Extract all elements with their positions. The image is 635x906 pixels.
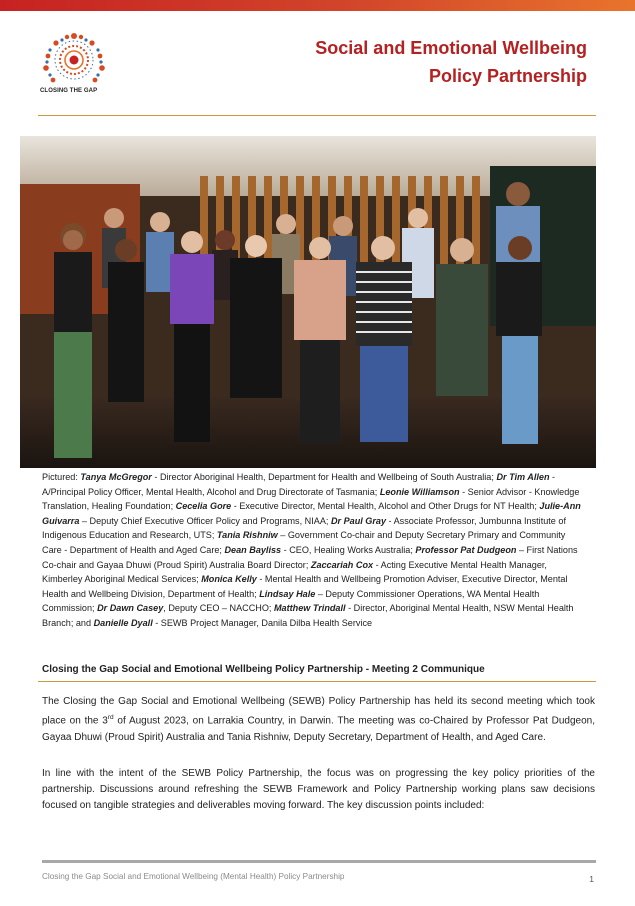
caption-person-name: Dr Tim Allen bbox=[496, 472, 550, 482]
paragraph-1-superscript: rd bbox=[107, 714, 114, 722]
caption-role-text: - SEWB Project Manager, Danila Dilba Health Service bbox=[152, 617, 373, 628]
caption-role-text: - Associate Professor, Jumbunna Institute of Indigenous Education and Research, UTS; bbox=[42, 515, 566, 541]
caption-role-text: – Deputy Commissioner Operations, WA Mental Health Commission; bbox=[42, 588, 540, 614]
top-accent-bar bbox=[0, 0, 635, 11]
caption-role-text: - Director, Aboriginal Mental Health, NSW Mental Health Branch; and bbox=[42, 603, 574, 628]
caption-role-text: - CEO, Healing Works Australia; bbox=[281, 544, 416, 555]
paragraph-1-text-b: of August 2023, on Larrakia Country, in Darwin. The meeting was co-Chaired by Professor Pat Dudgeon, Gayaa Dhuwi (Proud Spirit) Australia and Tania Rishniw, Deputy Secretary, Department of Health, and Aged Care. bbox=[42, 715, 596, 743]
caption-role-text: – Deputy Chief Executive Officer Policy and Programs, NIAA; bbox=[79, 515, 331, 526]
group-photo bbox=[20, 136, 596, 468]
title-line-2: Policy Partnership bbox=[428, 66, 587, 86]
caption-role-text: Pictured: bbox=[42, 472, 81, 482]
header-divider bbox=[38, 115, 596, 116]
caption-person-name: Danielle Dyall bbox=[93, 617, 153, 628]
caption-person-name: Dr Paul Gray bbox=[330, 515, 387, 526]
section-divider bbox=[38, 681, 596, 682]
caption-person-name: Ceceliа Gore bbox=[175, 501, 232, 512]
page-number: 1 bbox=[589, 874, 594, 884]
caption-role-text: – Government Co-chair and Deputy Secretary Primary and Community Care - Department of Health and Aged Care; bbox=[42, 530, 566, 555]
section-heading: Closing the Gap Social and Emotional Wellbeing Policy Partnership - Meeting 2 Communique bbox=[42, 664, 485, 675]
caption-role-text: - Acting Executive Mental Health Manager, Kimberley Aboriginal Medical Services; bbox=[42, 559, 547, 585]
caption-role-text: - Mental Health and Wellbeing Promotion Adviser, Executive Director, Mental Health and Wellbeing Division, Department of Health; bbox=[42, 574, 568, 599]
caption-person-name: Leonie Williamson bbox=[379, 486, 460, 497]
caption-role-text: - Senior Advisor - Knowledge Translation, Healing Foundation; bbox=[42, 486, 580, 512]
caption-person-name: Dr Dawn Casey bbox=[97, 603, 164, 614]
footer-rule bbox=[42, 860, 596, 863]
title-line-1: Social and Emotional Wellbeing bbox=[315, 38, 587, 58]
caption-person-name: Professor Pat Dudgeon bbox=[415, 544, 517, 555]
logo-text: CLOSING THE GAP bbox=[40, 88, 98, 94]
caption-person-name: Monica Kelly bbox=[201, 574, 257, 585]
caption-person-name: Dean Bayliss bbox=[224, 544, 282, 555]
caption-role-text: - A/Principal Policy Officer, Mental Health, Alcohol and Drug Directorate of Tasmania; bbox=[42, 472, 556, 497]
caption-person-name: Lindsay Hale bbox=[259, 588, 316, 599]
caption-person-name: Tanya McGregor bbox=[80, 472, 152, 482]
footer-text: Closing the Gap Social and Emotional Wellbeing (Mental Health) Policy Partnership bbox=[42, 872, 345, 881]
caption-role-text: - Executive Director, Mental Health, Alcohol and Other Drugs for NT Health; bbox=[231, 501, 540, 512]
caption-person-name: Julie-Ann Guivarra bbox=[42, 501, 581, 526]
caption-role-text: - Director Aboriginal Health, Department for Health and Wellbeing of South Australia; bbox=[151, 472, 497, 482]
caption-person-name: Tania Rishniw bbox=[216, 530, 278, 541]
paragraph-1-text-a: The Closing the Gap Social and Emotional Wellbeing (SEWB) Policy Partnership has held its second meeting which took place on the 3 bbox=[42, 696, 595, 727]
caption-role-text: , Deputy CEO – NACCHO; bbox=[163, 603, 274, 614]
caption-person-name: Matthew Trindall bbox=[273, 603, 346, 614]
page-title bbox=[315, 34, 587, 90]
caption-role-text: – First Nations Co-chair and Gayaa Dhuwi (Proud Spirit) Australia Board Director; bbox=[42, 544, 578, 570]
paragraph-1 bbox=[42, 694, 595, 746]
caption-person-name: Zaccariah Cox bbox=[310, 559, 374, 570]
photo-caption bbox=[42, 470, 587, 631]
paragraph-2: In line with the intent of the SEWB Policy Partnership, the focus was on progressing the key policy priorities of the partnership. Discussions around refreshing the SEWB Framework and Policy Partnership working plans saw decisions focused on tangible strategies and deliverables moving forward. The key discussion points included: bbox=[42, 768, 595, 812]
